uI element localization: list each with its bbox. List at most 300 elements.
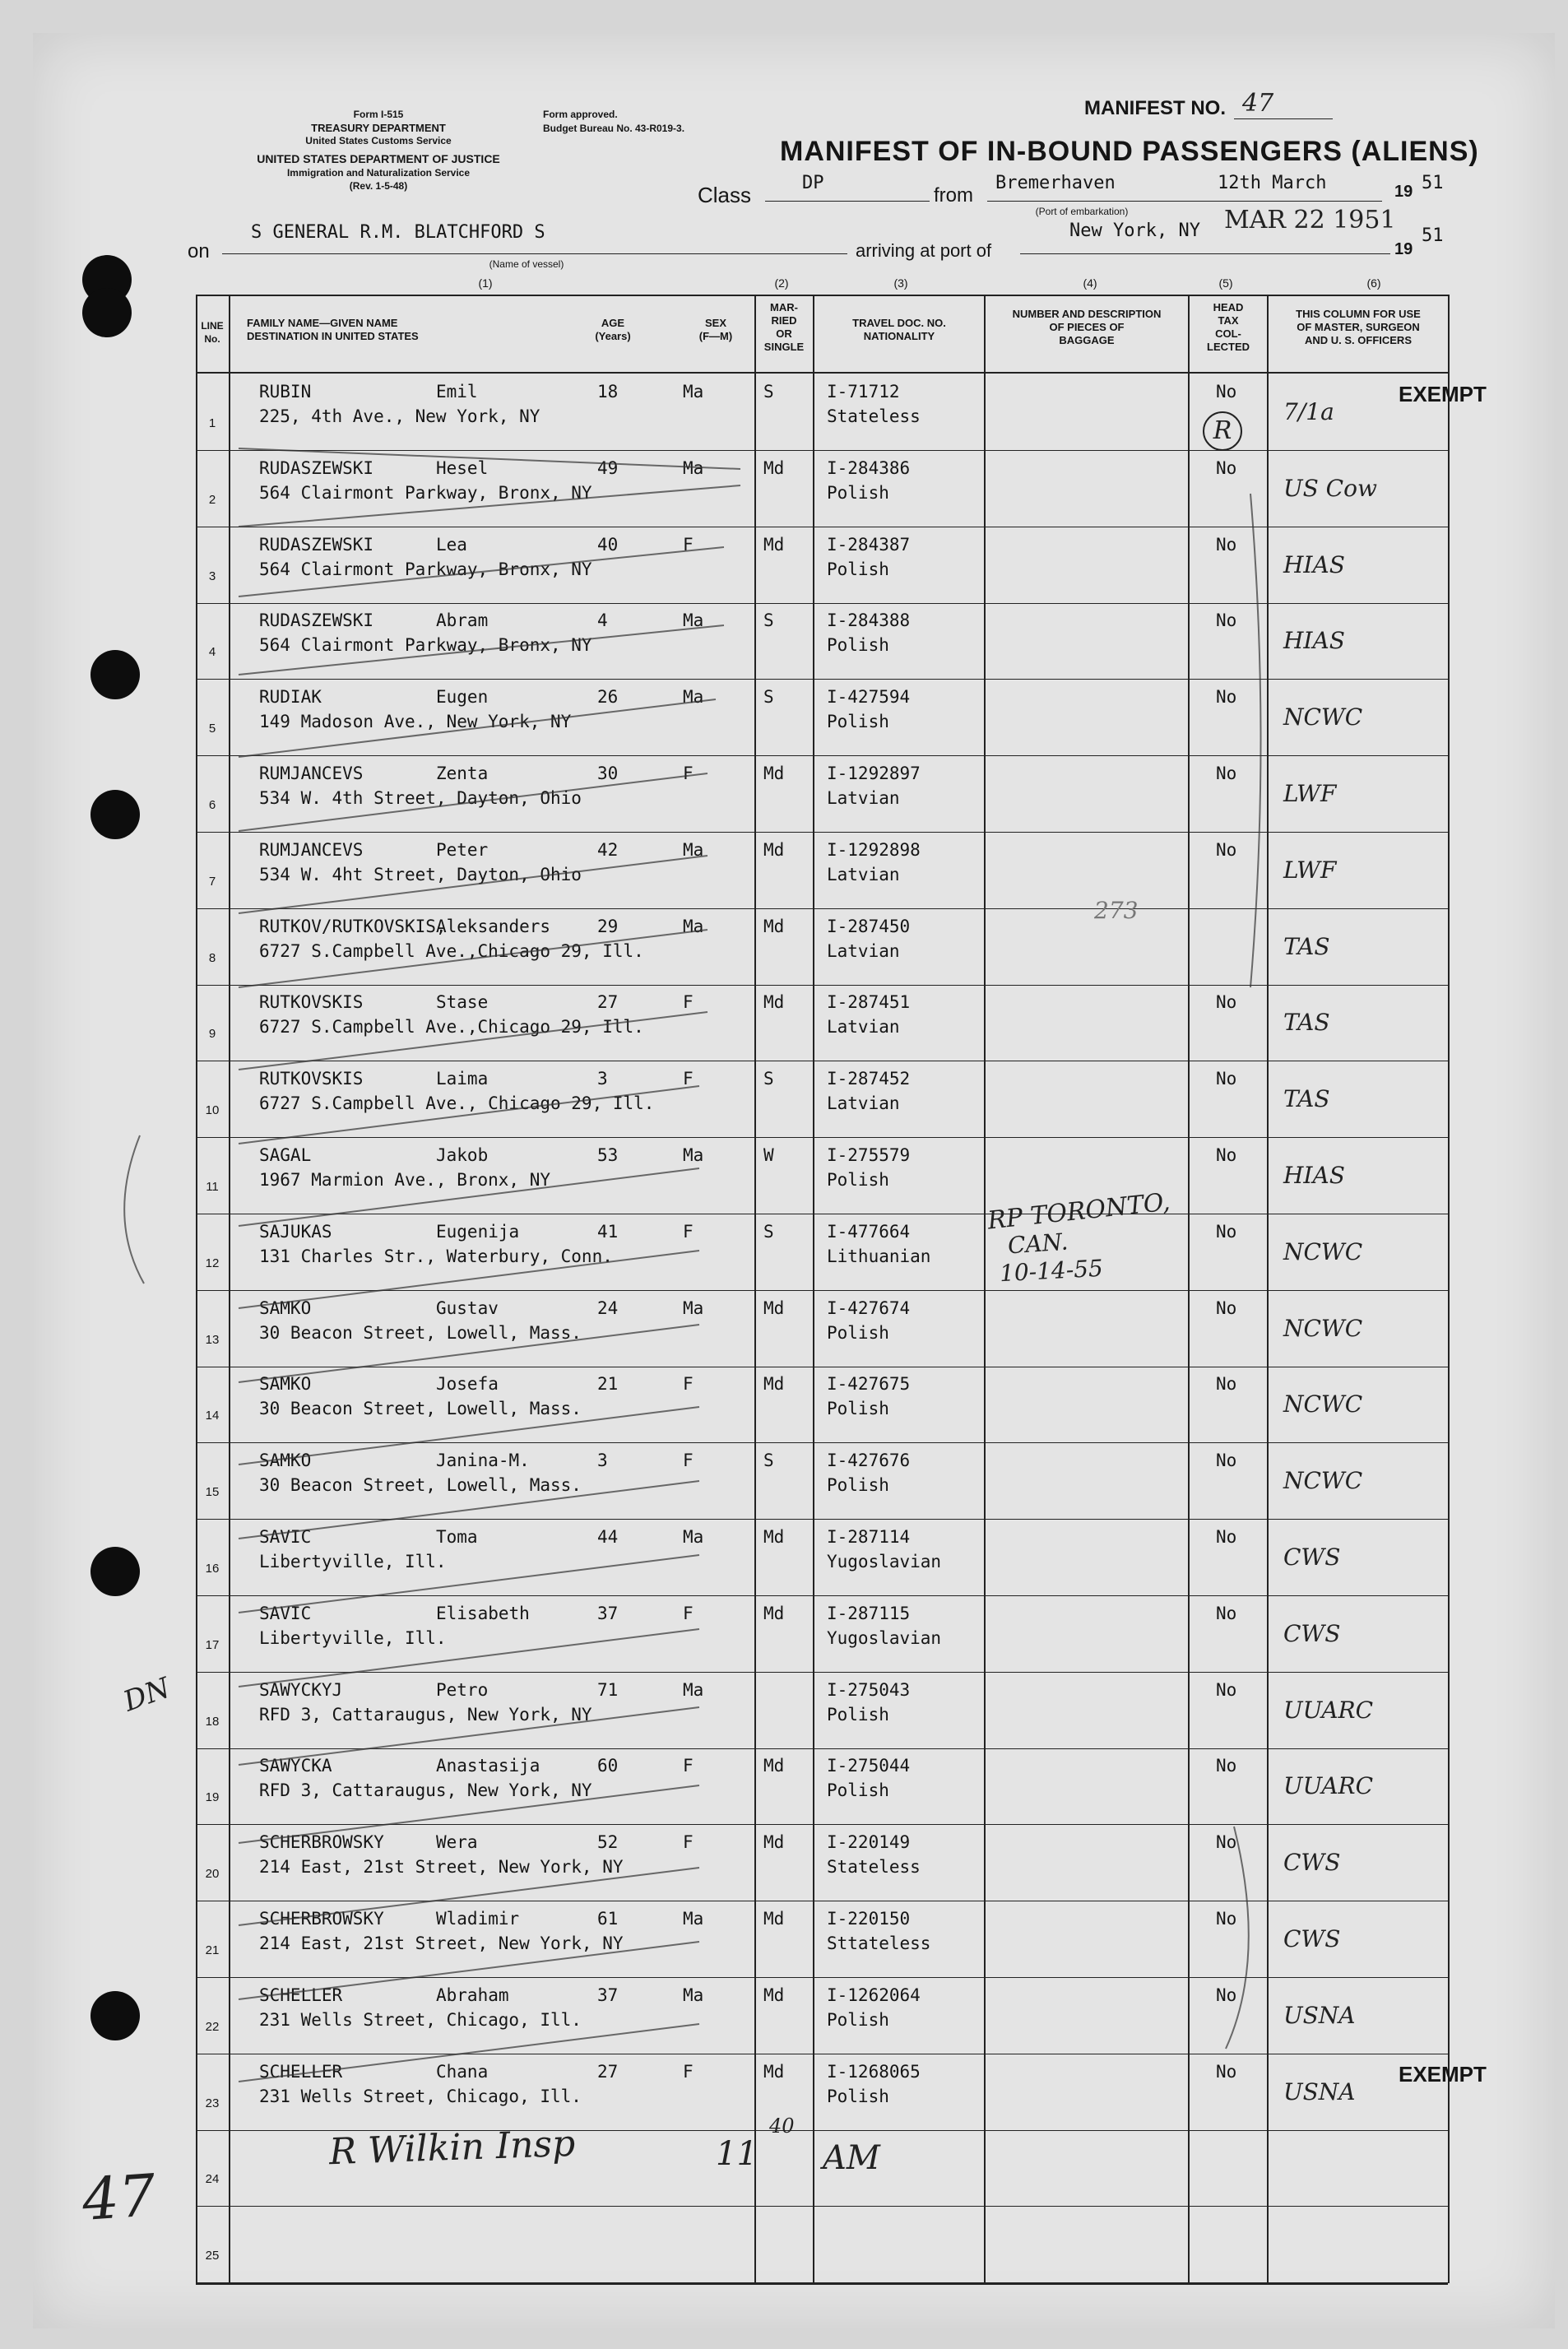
col-num-4: (4) — [1083, 276, 1097, 290]
arrival-date-stamp: MAR 22 1951 — [1224, 206, 1396, 234]
table-row — [0, 1902, 1568, 1979]
nationality: Polish — [827, 1780, 889, 1800]
treasury-dept: TREASURY DEPARTMENT — [311, 122, 446, 134]
travel-doc-no: I-275043 — [827, 1680, 911, 1700]
sex: F — [683, 1451, 694, 1470]
table-row — [0, 680, 1568, 757]
nationality: Polish — [827, 712, 889, 731]
nationality: Latvian — [827, 865, 900, 884]
travel-doc-no: I-1292898 — [827, 840, 921, 860]
destination: 231 Wells Street, Chicago, Ill. — [259, 2010, 582, 2030]
sex: F — [683, 992, 694, 1012]
budget-bureau: Budget Bureau No. 43-R019-3. — [543, 123, 685, 134]
family-name: SAWYCKA — [259, 1756, 332, 1776]
row-divider — [196, 1595, 1448, 1596]
travel-doc-no: I-220150 — [827, 1909, 911, 1929]
baggage-number: 273 — [1094, 897, 1139, 924]
family-name: SAVIC — [259, 1604, 312, 1623]
table-row — [0, 452, 1568, 528]
table-row — [0, 986, 1568, 1062]
given-name: Elisabeth — [436, 1604, 530, 1623]
officer-note: CWS — [1283, 1620, 1341, 1647]
header-sex: SEX (F—M) — [698, 317, 733, 342]
given-name: Emil — [436, 382, 478, 402]
toronto-annotation-3: 10-14-55 — [999, 1254, 1104, 1288]
age: 61 — [597, 1909, 619, 1929]
row-divider — [196, 1137, 1448, 1138]
sex: Ma — [683, 687, 704, 707]
family-name: SCHERBROWSKY — [259, 1832, 384, 1852]
line-number: 14 — [205, 1409, 220, 1423]
age: 49 — [597, 458, 619, 478]
officer-note: CWS — [1283, 1849, 1341, 1876]
table-row — [0, 375, 1568, 452]
destination: 564 Clairmont Parkway, Bronx, NY — [259, 483, 592, 503]
head-tax: No — [1216, 687, 1237, 707]
row-divider — [196, 908, 1448, 909]
departure-date: 12th March — [1218, 173, 1327, 193]
marital-status: Md — [763, 1298, 785, 1318]
line-number: 23 — [205, 2096, 220, 2110]
age: 42 — [597, 840, 619, 860]
given-name: Wera — [436, 1832, 478, 1852]
given-name: Josefa — [436, 1374, 499, 1394]
head-tax: No — [1216, 610, 1237, 630]
col-num-6: (6) — [1366, 276, 1381, 290]
travel-doc-no: I-427676 — [827, 1451, 911, 1470]
from-value: Bremerhaven — [995, 173, 1116, 193]
row-divider — [196, 679, 1448, 680]
line-number: 25 — [205, 2249, 220, 2263]
given-name: Gustav — [436, 1298, 499, 1318]
destination: Libertyville, Ill. — [259, 1552, 447, 1571]
col-num-1: (1) — [478, 276, 493, 290]
destination: 225, 4th Ave., New York, NY — [259, 406, 540, 426]
row-divider — [196, 450, 1448, 451]
line-number: 17 — [205, 1638, 220, 1652]
travel-doc-no: I-287114 — [827, 1527, 911, 1547]
given-name: Eugen — [436, 687, 489, 707]
sex: Ma — [683, 840, 704, 860]
row-divider — [196, 755, 1448, 756]
nationality: Latvian — [827, 941, 900, 961]
sex: Ma — [683, 917, 704, 936]
age: 40 — [597, 535, 619, 555]
exempt-stamp: EXEMPT — [1399, 2062, 1487, 2087]
officer-note: UUARC — [1283, 1697, 1374, 1724]
given-name: Stase — [436, 992, 489, 1012]
sex: F — [683, 2062, 694, 2082]
officer-note: USNA — [1283, 2002, 1356, 2029]
destination: 214 East, 21st Street, New York, NY — [259, 1934, 624, 1953]
family-name: RUBIN — [259, 382, 312, 402]
arrival-time-minutes: 40 — [769, 2115, 795, 2138]
head-tax: No — [1216, 1909, 1237, 1929]
destination: 131 Charles Str., Waterbury, Conn. — [259, 1246, 613, 1266]
line-number: 3 — [208, 569, 216, 583]
family-name: RUDASZEWSKI — [259, 458, 374, 478]
travel-doc-no: I-275579 — [827, 1145, 911, 1165]
nationality: Polish — [827, 2087, 889, 2106]
officer-note: US Cow — [1283, 475, 1377, 502]
marital-status: Md — [763, 917, 785, 936]
row-divider — [196, 1290, 1448, 1291]
table-row — [0, 1215, 1568, 1292]
officer-note: USNA — [1283, 2078, 1356, 2105]
head-tax: No — [1216, 1985, 1237, 2005]
head-tax: No — [1216, 1756, 1237, 1776]
table-row — [0, 1062, 1568, 1139]
officer-note: LWF — [1283, 857, 1337, 884]
margin-manifest-number: 47 — [80, 2161, 158, 2235]
given-name: Abraham — [436, 1985, 509, 2005]
line-number: 22 — [205, 2020, 220, 2034]
arrival-time: 11 — [716, 2135, 758, 2173]
marital-status: S — [763, 687, 774, 707]
destination: 534 W. 4ht Street, Dayton, Ohio — [259, 865, 582, 884]
nationality: Polish — [827, 1323, 889, 1343]
table-row — [0, 1597, 1568, 1674]
row-divider — [196, 1977, 1448, 1978]
arriving-label: arriving at port of — [856, 240, 992, 261]
family-name: RUDASZEWSKI — [259, 610, 374, 630]
nationality: Polish — [827, 2010, 889, 2030]
marital-status: Md — [763, 840, 785, 860]
age: 18 — [597, 382, 619, 402]
head-tax: No — [1216, 535, 1237, 555]
head-tax: No — [1216, 840, 1237, 860]
age: 27 — [597, 992, 619, 1012]
family-name: SAMKO — [259, 1374, 312, 1394]
officer-note: TAS — [1283, 1009, 1330, 1036]
marital-status: S — [763, 382, 774, 402]
nationality: Polish — [827, 635, 889, 655]
marital-status: Md — [763, 458, 785, 478]
nationality: Stateless — [827, 406, 921, 426]
sex: Ma — [683, 1985, 704, 2005]
head-tax: No — [1216, 1604, 1237, 1623]
sex: F — [683, 1222, 694, 1242]
family-name: SAGAL — [259, 1145, 312, 1165]
nationality: Polish — [827, 1475, 889, 1495]
age: 21 — [597, 1374, 619, 1394]
officer-note: NCWC — [1283, 703, 1363, 731]
given-name: Chana — [436, 2062, 489, 2082]
year-suffix-1: 51 — [1422, 173, 1444, 193]
nationality: Latvian — [827, 788, 900, 808]
given-name: Petro — [436, 1680, 489, 1700]
marital-status: S — [763, 1069, 774, 1089]
destination: 231 Wells Street, Chicago, Ill. — [259, 2087, 582, 2106]
head-tax: No — [1216, 764, 1237, 783]
header-travel-doc: TRAVEL DOC. NO. NATIONALITY — [852, 317, 946, 342]
col-num-5: (5) — [1218, 276, 1233, 290]
table-row — [0, 757, 1568, 833]
marital-status: Md — [763, 1604, 785, 1623]
travel-doc-no: I-287451 — [827, 992, 911, 1012]
family-name: RUTKOV/RUTKOVSKIS, — [259, 917, 447, 936]
destination: 6727 S.Campbell Ave.,Chicago 29, Ill. — [259, 1017, 644, 1037]
destination: 149 Madoson Ave., New York, NY — [259, 712, 572, 731]
header-line-no: LINE No. — [201, 320, 224, 345]
family-name: RUMJANCEVS — [259, 840, 364, 860]
head-tax: No — [1216, 1222, 1237, 1242]
sex: F — [683, 1604, 694, 1623]
year-prefix-2: 19 — [1394, 240, 1413, 258]
header-bottom-border — [196, 372, 1448, 374]
table-row — [0, 2131, 1568, 2207]
marital-status: S — [763, 1222, 774, 1242]
destination: 564 Clairmont Parkway, Bronx, NY — [259, 635, 592, 655]
sex: Ma — [683, 610, 704, 630]
table-row — [0, 604, 1568, 680]
officer-note: NCWC — [1283, 1390, 1363, 1418]
circled-r: R — [1203, 411, 1242, 451]
form-revision: (Rev. 1-5-48) — [349, 180, 408, 192]
travel-doc-no: I-284386 — [827, 458, 911, 478]
header-family-name: FAMILY NAME—GIVEN NAME DESTINATION IN UNITED STATES — [247, 317, 419, 342]
justice-dept: UNITED STATES DEPARTMENT OF JUSTICE — [257, 152, 500, 165]
officer-note: NCWC — [1283, 1238, 1363, 1265]
destination: 30 Beacon Street, Lowell, Mass. — [259, 1399, 582, 1418]
nationality: Yugoslavian — [827, 1628, 942, 1648]
nationality: Polish — [827, 483, 889, 503]
nationality: Lithuanian — [827, 1246, 931, 1266]
age: 37 — [597, 1985, 619, 2005]
header-head-tax: HEAD TAX COL- LECTED — [1207, 301, 1250, 353]
officer-note: UUARC — [1283, 1772, 1374, 1799]
table-row — [0, 1674, 1568, 1750]
head-tax: No — [1216, 1069, 1237, 1089]
table-row — [0, 1826, 1568, 1902]
marital-status: Md — [763, 1527, 785, 1547]
destination: 6727 S.Campbell Ave., Chicago 29, Ill. — [259, 1093, 655, 1113]
family-name: RUDASZEWSKI — [259, 535, 374, 555]
line-number: 6 — [208, 798, 216, 812]
arrival-port: New York, NY — [1069, 221, 1200, 241]
manifest-title: MANIFEST OF IN-BOUND PASSENGERS (ALIENS) — [780, 136, 1479, 167]
table-top-border — [196, 295, 1448, 296]
marital-status: S — [763, 610, 774, 630]
marital-status: Md — [763, 1985, 785, 2005]
travel-doc-no: I-284388 — [827, 610, 911, 630]
given-name: Wladimir — [436, 1909, 520, 1929]
marital-status: Md — [763, 1832, 785, 1852]
marital-status: Md — [763, 1756, 785, 1776]
given-name: Eugenija — [436, 1222, 520, 1242]
col-num-2: (2) — [774, 276, 789, 290]
officer-note: TAS — [1283, 933, 1330, 960]
line-number: 12 — [205, 1256, 220, 1270]
given-name: Abram — [436, 610, 489, 630]
line-number: 11 — [206, 1180, 219, 1194]
age: 41 — [597, 1222, 619, 1242]
row-divider — [196, 832, 1448, 833]
sex: Ma — [683, 1298, 704, 1318]
travel-doc-no: I-287452 — [827, 1069, 911, 1089]
col-num-3: (3) — [893, 276, 908, 290]
officer-note: CWS — [1283, 1544, 1341, 1571]
year-prefix-1: 19 — [1394, 183, 1413, 201]
table-row — [0, 833, 1568, 910]
sex: Ma — [683, 1909, 704, 1929]
destination: 30 Beacon Street, Lowell, Mass. — [259, 1323, 582, 1343]
form-approved: Form approved. — [543, 109, 618, 120]
sex: F — [683, 1832, 694, 1852]
row-divider — [196, 1442, 1448, 1443]
line-number: 19 — [205, 1790, 220, 1804]
age: 44 — [597, 1527, 619, 1547]
marital-status: Md — [763, 2062, 785, 2082]
line-number: 13 — [205, 1333, 220, 1347]
exempt-stamp: EXEMPT — [1399, 382, 1487, 406]
officer-note: NCWC — [1283, 1315, 1363, 1342]
given-name: Zenta — [436, 764, 489, 783]
head-tax: No — [1216, 992, 1237, 1012]
age: 24 — [597, 1298, 619, 1318]
age: 52 — [597, 1832, 619, 1852]
head-tax: No — [1216, 1451, 1237, 1470]
marital-status: Md — [763, 1909, 785, 1929]
header-officers: THIS COLUMN FOR USE OF MASTER, SURGEON AND U. S. OFFICERS — [1296, 308, 1421, 346]
table-row — [0, 910, 1568, 986]
age: 27 — [597, 2062, 619, 2082]
line-number: 18 — [205, 1715, 220, 1729]
row-divider — [196, 1824, 1448, 1825]
class-value: DP — [802, 173, 824, 193]
family-name: SAMKO — [259, 1298, 312, 1318]
travel-doc-no: I-275044 — [827, 1756, 911, 1776]
table-row — [0, 2207, 1568, 2284]
sex: F — [683, 1069, 694, 1089]
given-name: Lea — [436, 535, 467, 555]
customs-service: United States Customs Service — [305, 135, 452, 146]
family-name: RUTKOVSKIS — [259, 1069, 364, 1089]
nationality: Polish — [827, 559, 889, 579]
table-row — [0, 1367, 1568, 1444]
line-number: 5 — [208, 722, 216, 736]
travel-doc-no: I-284387 — [827, 535, 911, 555]
destination: RFD 3, Cattaraugus, New York, NY — [259, 1705, 592, 1725]
travel-doc-no: I-71712 — [827, 382, 900, 402]
destination: 1967 Marmion Ave., Bronx, NY — [259, 1170, 551, 1190]
destination: 30 Beacon Street, Lowell, Mass. — [259, 1475, 582, 1495]
given-name: Jakob — [436, 1145, 489, 1165]
age: 30 — [597, 764, 619, 783]
officer-note: HIAS — [1283, 1162, 1345, 1189]
destination: Libertyville, Ill. — [259, 1628, 447, 1648]
travel-doc-no: I-1262064 — [827, 1985, 921, 2005]
given-name: Janina-M. — [436, 1451, 530, 1470]
side-mark: DN — [118, 1671, 175, 1719]
nationality: Yugoslavian — [827, 1552, 942, 1571]
sex: F — [683, 535, 694, 555]
line-number: 4 — [208, 645, 216, 659]
travel-doc-no: I-477664 — [827, 1222, 911, 1242]
table-row — [0, 1292, 1568, 1368]
officer-note: 7/1a — [1283, 398, 1334, 425]
table-row — [0, 528, 1568, 605]
sex: Ma — [683, 1145, 704, 1165]
officer-note: HIAS — [1283, 627, 1345, 654]
line-number: 2 — [208, 493, 216, 507]
header-married: MAR- RIED OR SINGLE — [763, 301, 805, 353]
row-divider — [196, 1519, 1448, 1520]
family-name: SCHELLER — [259, 1985, 343, 2005]
travel-doc-no: I-427674 — [827, 1298, 911, 1318]
head-tax: No — [1216, 2062, 1237, 2082]
travel-doc-no: I-220149 — [827, 1832, 911, 1852]
destination: 564 Clairmont Parkway, Bronx, NY — [259, 559, 592, 579]
officer-note: HIAS — [1283, 551, 1345, 578]
sex: F — [683, 1374, 694, 1394]
line-number: 21 — [205, 1943, 220, 1957]
sex: Ma — [683, 382, 704, 402]
sex: Ma — [683, 1680, 704, 1700]
age: 3 — [597, 1069, 608, 1089]
age: 4 — [597, 610, 608, 630]
age: 53 — [597, 1145, 619, 1165]
family-name: SAMKO — [259, 1451, 312, 1470]
class-label: Class — [698, 183, 752, 207]
line-number: 9 — [208, 1027, 216, 1041]
arrival-ampm: AM — [823, 2139, 880, 2177]
age: 71 — [597, 1680, 619, 1700]
given-name: Aleksanders — [436, 917, 551, 936]
officer-note: CWS — [1283, 1925, 1341, 1952]
family-name: SAJUKAS — [259, 1222, 332, 1242]
given-name: Peter — [436, 840, 489, 860]
head-tax: No — [1216, 1680, 1237, 1700]
destination: 534 W. 4th Street, Dayton, Ohio — [259, 788, 582, 808]
line-number: 20 — [205, 1867, 220, 1881]
age: 29 — [597, 917, 619, 936]
vessel-name: S GENERAL R.M. BLATCHFORD S — [251, 222, 545, 243]
head-tax: No — [1216, 1145, 1237, 1165]
row-divider — [196, 1672, 1448, 1673]
travel-doc-no: I-427594 — [827, 687, 911, 707]
head-tax: No — [1216, 1527, 1237, 1547]
marital-status: Md — [763, 535, 785, 555]
line-number: 10 — [205, 1103, 220, 1117]
head-tax: No — [1216, 458, 1237, 478]
given-name: Anastasija — [436, 1756, 540, 1776]
family-name: SAWYCKYJ — [259, 1680, 343, 1700]
family-name: RUTKOVSKIS — [259, 992, 364, 1012]
ins-service: Immigration and Naturalization Service — [286, 167, 471, 179]
given-name: Laima — [436, 1069, 489, 1089]
table-row — [0, 1979, 1568, 2055]
age: 3 — [597, 1451, 608, 1470]
age: 37 — [597, 1604, 619, 1623]
sex: F — [683, 764, 694, 783]
destination: 214 East, 21st Street, New York, NY — [259, 1857, 624, 1877]
marital-status: Md — [763, 1374, 785, 1394]
family-name: SCHELLER — [259, 2062, 343, 2082]
vessel-note: (Name of vessel) — [489, 258, 564, 270]
sex: Ma — [683, 458, 704, 478]
destination: 6727 S.Campbell Ave.,Chicago 29, Ill. — [259, 941, 644, 961]
nationality: Polish — [827, 1399, 889, 1418]
toronto-annotation-1: RP TORONTO, — [986, 1187, 1171, 1236]
family-name: RUMJANCEVS — [259, 764, 364, 783]
sex: F — [683, 1756, 694, 1776]
line-number: 15 — [205, 1485, 220, 1499]
toronto-annotation-2: CAN. — [1006, 1228, 1069, 1260]
nationality: Stateless — [827, 1857, 921, 1877]
header-age: AGE (Years) — [595, 317, 631, 342]
port-embark-note: (Port of embarkation) — [1035, 206, 1129, 217]
